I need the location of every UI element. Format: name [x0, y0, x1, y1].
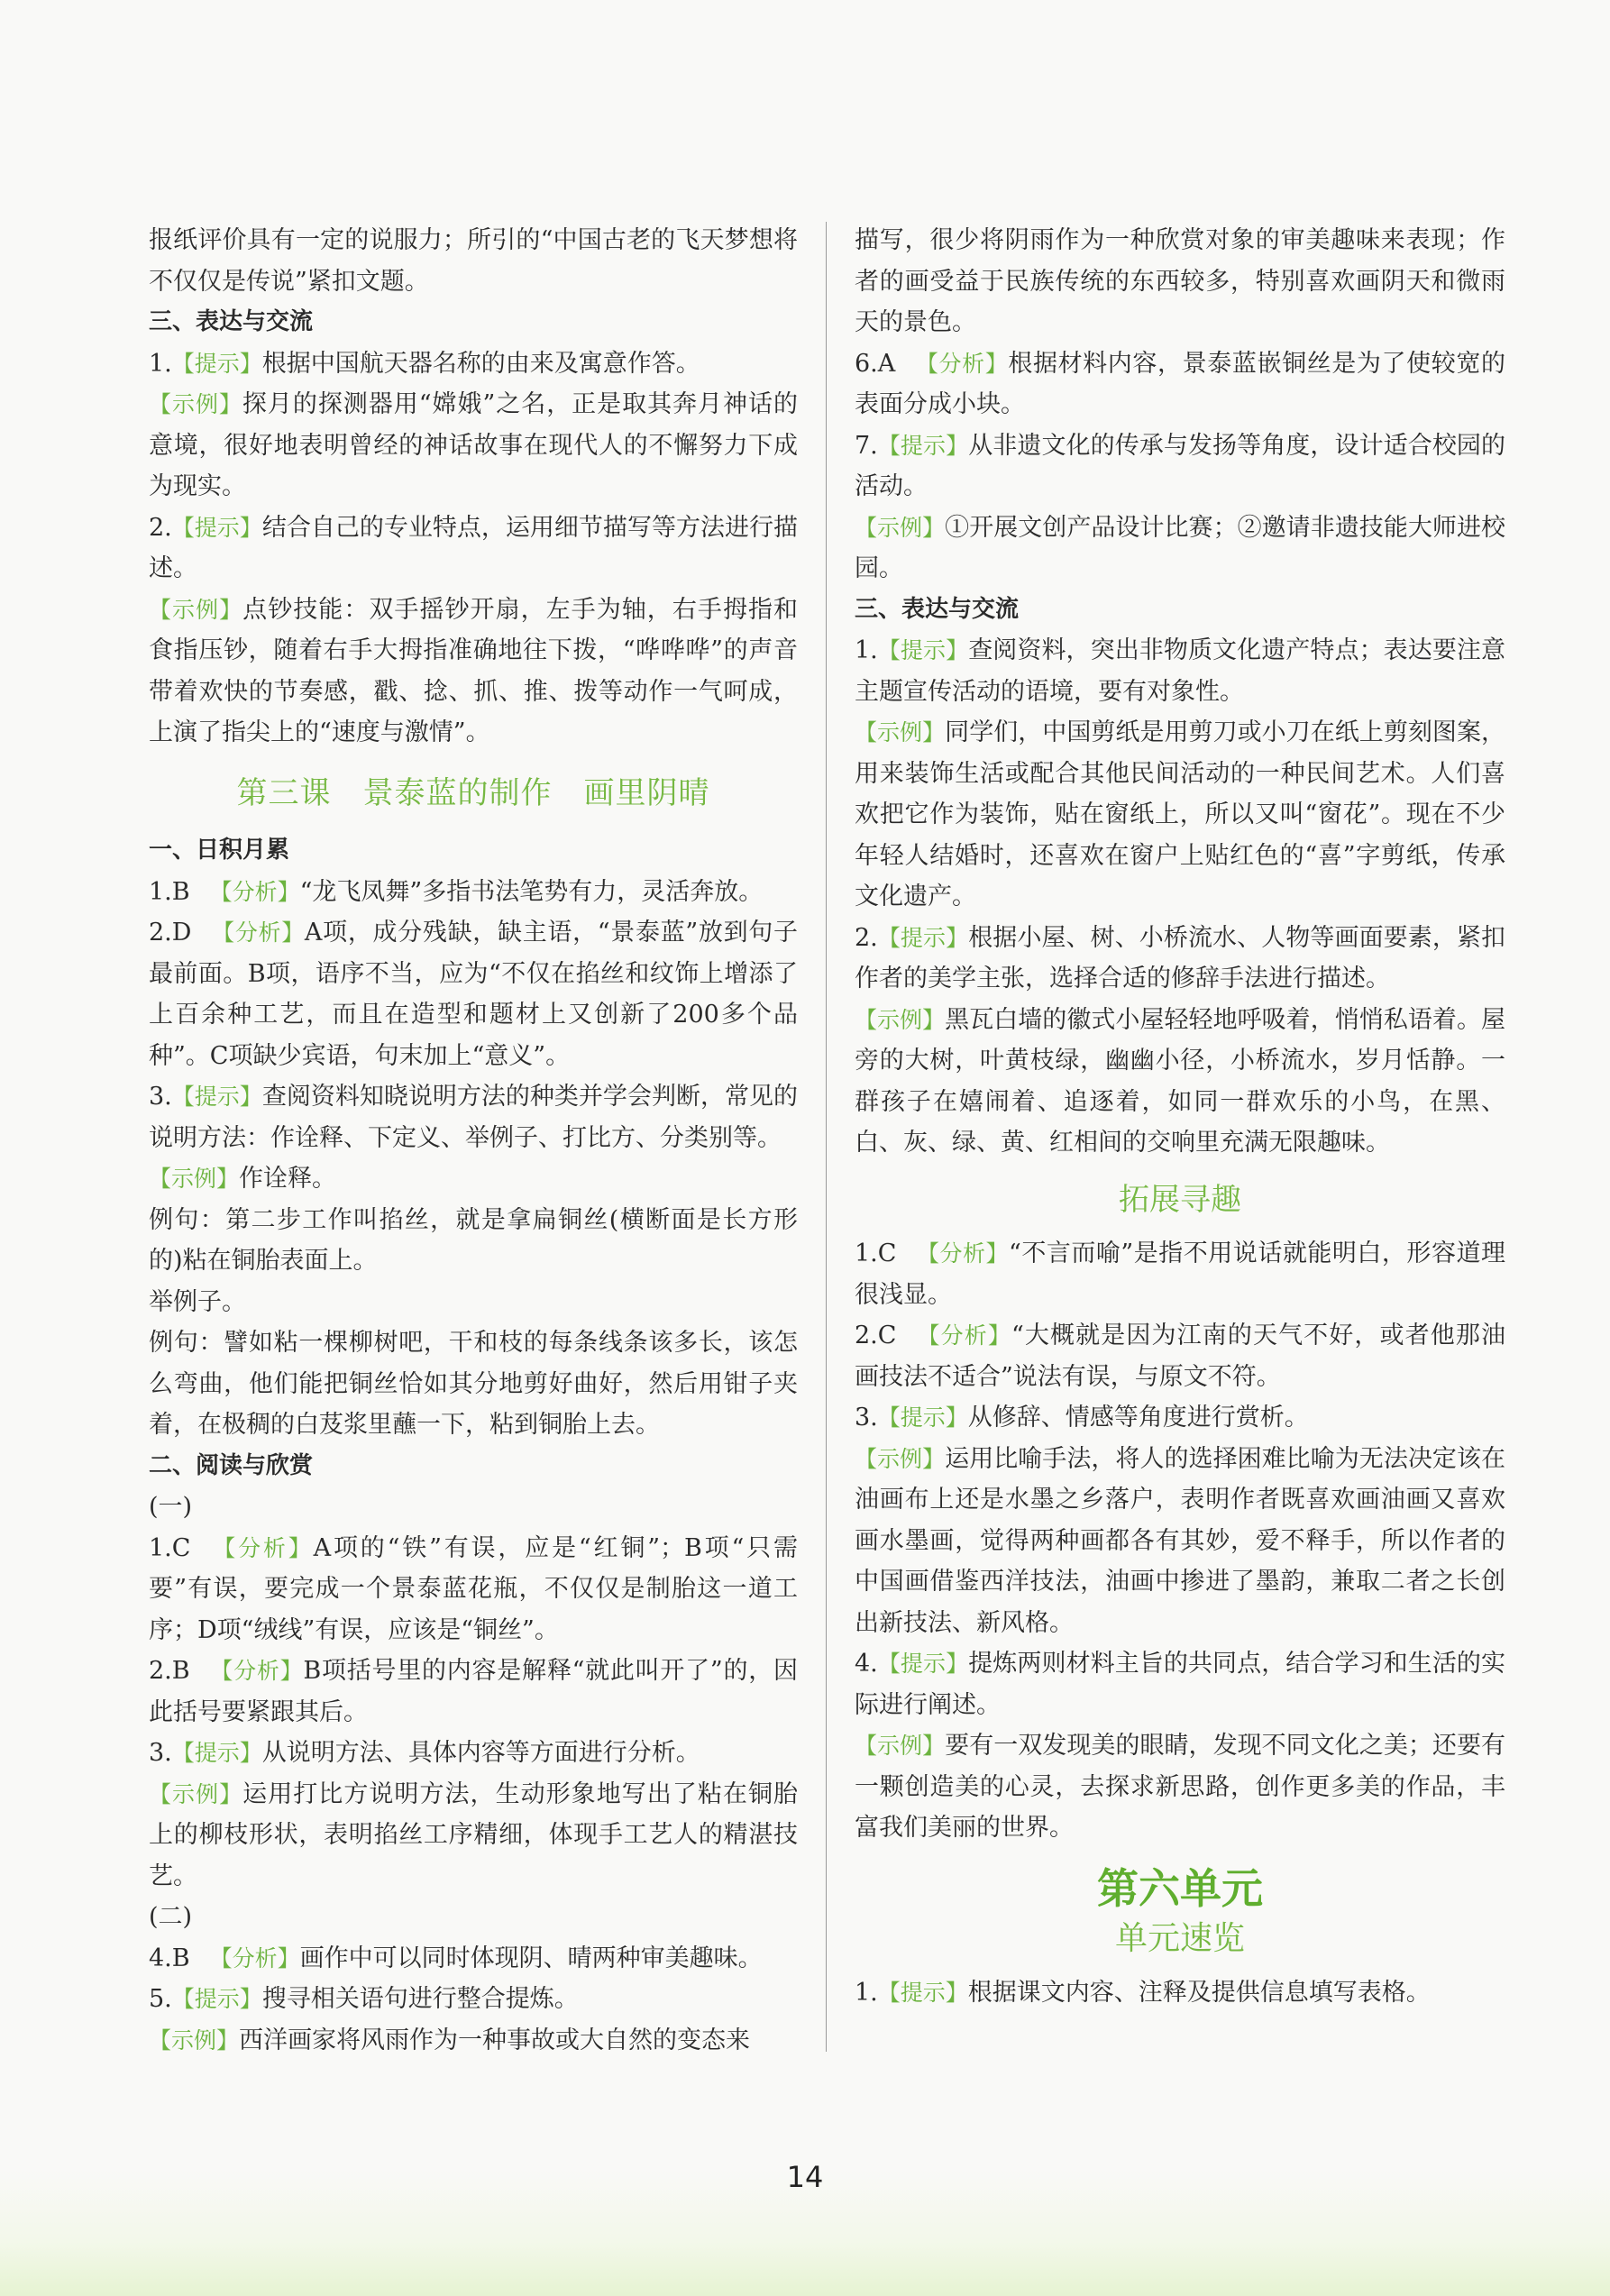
hint-tag: 【提示】	[171, 1740, 262, 1766]
example-tag: 【示例】	[855, 719, 946, 746]
analysis-tag: 【分析】	[916, 1240, 1010, 1267]
section-heading: 三、表达与交流	[149, 308, 314, 335]
answer-item: 3.【提示】从说明方法、具体内容等方面进行分析。	[149, 1739, 700, 1767]
answer-item: 6.A 【分析】根据材料内容，景泰蓝嵌铜丝是为了使较宽的表面分成小块。	[855, 349, 1505, 418]
unit-subtitle: 单元速览	[1114, 1920, 1245, 1957]
answer-example: 【示例】探月的探测器用“嫦娥”之名，正是取其奔月神话的意境，很好地表明曾经的神话故事在现代人的不懈努力下成为现实。	[149, 390, 798, 500]
paragraph: 报纸评价具有一定的说服力；所引的“中国古老的飞天梦想将不仅仅是传说”紧扣文题。	[149, 226, 798, 296]
answer-item: 1.B 【分析】“龙飞凤舞”多指书法笔势有力，灵活奔放。	[149, 877, 764, 906]
hint-tag: 【提示】	[171, 514, 262, 541]
example-tag: 【示例】	[855, 1733, 946, 1759]
answer-item: 3.【提示】查阅资料知晓说明方法的种类并学会判断，常见的说明方法：作诠释、下定义、举例子、打比方、分类别等。	[149, 1083, 798, 1152]
analysis-tag: 【分析】	[209, 878, 300, 905]
hint-tag: 【提示】	[877, 1404, 968, 1431]
paragraph: 例句：第二步工作叫掐丝，就是拿扁铜丝(横断面是长方形的)粘在铜胎表面上。	[149, 1205, 798, 1275]
example-tag: 【示例】	[149, 1166, 240, 1192]
analysis-tag: 【分析】	[209, 1658, 304, 1684]
answer-example: 【示例】作诠释。	[149, 1165, 337, 1193]
hint-tag: 【提示】	[171, 350, 262, 377]
answer-item: 4.【提示】提炼两则材料主旨的共同点，结合学习和生活的实际进行阐述。	[855, 1650, 1505, 1719]
example-tag: 【示例】	[149, 2026, 240, 2054]
answer-item: 1.C 【分析】A项的“铁”有误，应是“红铜”；B项“只需要”有误，要完成一个景泰蓝花瓶，不仅仅是制胎这一道工序；D项“绒线”有误，应该是“铜丝”。	[149, 1533, 798, 1644]
subsection-label: (二)	[149, 1903, 193, 1931]
answer-example: 【示例】运用打比方说明方法，生动形象地写出了粘在铜胎上的柳枝形状，表明掐丝工序精细，体现手工艺人的精湛技艺。	[149, 1779, 798, 1890]
hint-tag: 【提示】	[877, 924, 969, 951]
analysis-tag: 【分析】	[916, 1322, 1011, 1349]
answer-example: 【示例】西洋画家将风雨作为一种事故或大自然的变态来	[149, 2026, 751, 2054]
answer-item: 2.【提示】根据小屋、树、小桥流水、人物等画面要素，紧扣作者的美学主张，选择合适的修辞手法进行描述。	[855, 923, 1505, 992]
subsection-label: (一)	[149, 1493, 193, 1521]
answer-item: 1.【提示】根据中国航天器名称的由来及寓意作答。	[149, 349, 700, 378]
analysis-tag: 【分析】	[915, 350, 1009, 377]
hint-tag: 【提示】	[877, 1651, 969, 1677]
answer-item: 1.C 【分析】“不言而喻”是指不用说话就能明白，形容道理很浅显。	[855, 1239, 1505, 1309]
paragraph: 例句：譬如粘一棵柳树吧，干和枝的每条线条该多长，该怎么弯曲，他们能把铜丝恰如其分地剪好曲好，然后用钳子夹着，在极稠的白芨浆里蘸一下，粘到铜胎上去。	[149, 1329, 798, 1439]
answer-example: 【示例】①开展文创产品设计比赛；②邀请非遗技能大师进校园。	[855, 513, 1505, 582]
example-tag: 【示例】	[855, 1445, 946, 1472]
column-divider	[826, 222, 827, 2052]
answer-item: 2.B 【分析】B项括号里的内容是解释“就此叫开了”的，因此括号要紧跟其后。	[149, 1657, 798, 1726]
section-heading: 三、表达与交流	[855, 595, 1020, 623]
example-tag: 【示例】	[149, 1780, 243, 1807]
paragraph: 举例子。	[149, 1287, 246, 1316]
analysis-tag: 【分析】	[211, 919, 305, 946]
example-tag: 【示例】	[855, 514, 946, 541]
answer-item: 1.【提示】根据课文内容、注释及提供信息填写表格。	[855, 1978, 1431, 2007]
answer-example: 【示例】要有一双发现美的眼睛，发现不同文化之美；还要有一颗创造美的心灵，去探求新思路，创作更多美的作品，丰富我们美丽的世界。	[855, 1732, 1505, 1842]
hint-tag: 【提示】	[171, 1986, 262, 2012]
answer-item: 1.【提示】查阅资料，突出非物质文化遗产特点；表达要注意主题宣传活动的语境，要有对象性。	[855, 636, 1505, 706]
hint-tag: 【提示】	[171, 1084, 262, 1110]
answer-item: 3.【提示】从修辞、情感等角度进行赏析。	[855, 1404, 1309, 1432]
lesson-title: 第三课 景泰蓝的制作 画里阴晴	[236, 774, 710, 811]
hint-tag: 【提示】	[877, 1979, 968, 2006]
page-number: 14	[786, 2160, 824, 2194]
example-tag: 【示例】	[855, 1006, 946, 1033]
left-column	[149, 220, 798, 2061]
example-tag: 【示例】	[149, 596, 243, 623]
answer-item: 2.C 【分析】“大概就是因为江南的天气不好，或者他那油画技法不适合”说法有误，与原文不符。	[855, 1322, 1505, 1391]
answer-example: 【示例】黑瓦白墙的徽式小屋轻轻地呼吸着，悄悄私语着。屋旁的大树，叶黄枝绿，幽幽小径，小桥流水，岁月恬静。一群孩子在嬉闹着、追逐着，如同一群欢乐的小鸟，在黑、白、灰、绿、黄、红相间的交响里充满无限趣味。	[855, 1005, 1505, 1157]
answer-example: 【示例】同学们，中国剪纸是用剪刀或小刀在纸上剪刻图案，用来装饰生活或配合其他民间活动的一种民间艺术。人们喜欢把它作为装饰，贴在窗纸上，所以又叫“窗花”。现在不少年轻人结婚时，还喜欢在窗户上贴红色的“喜”字剪纸，传承文化遗产。	[855, 718, 1505, 910]
hint-tag: 【提示】	[877, 432, 969, 459]
answer-example: 【示例】点钞技能：双手摇钞开扇，左手为轴，右手拇指和食指压钞，随着右手大拇指准确地往下拨，“哗哗哗”的声音带着欢快的节奏感，戳、捻、抓、推、拨等动作一气呵成，上演了指尖上的“速度与激情”。	[149, 595, 798, 746]
unit-title: 第六单元	[1097, 1863, 1263, 1913]
analysis-tag: 【分析】	[209, 1944, 300, 1971]
answer-item: 2.D 【分析】A项，成分残缺，缺主语，“景泰蓝”放到句子最前面。B项，语序不当，应为“不仅在掐丝和纹饰上增添了上百余种工艺，而且在造型和题材上又创新了200多个品种”。C项缺少宾语，句末加上“意义”。	[149, 919, 798, 1070]
answer-item: 4.B 【分析】画作中可以同时体现阴、晴两种审美趣味。	[149, 1944, 763, 1972]
answer-item: 5.【提示】搜寻相关语句进行整合提炼。	[149, 1985, 579, 2013]
analysis-tag: 【分析】	[210, 1534, 314, 1561]
section-title-expand: 拓展寻趣	[1119, 1181, 1241, 1218]
answer-item: 2.【提示】结合自己的专业特点，运用细节描写等方法进行描述。	[149, 513, 798, 582]
section-heading: 二、阅读与欣赏	[149, 1451, 314, 1479]
right-column	[855, 220, 1505, 2013]
paragraph: 描写，很少将阴雨作为一种欣赏对象的审美趣味来表现；作者的画受益于民族传统的东西较多，特别喜欢画阴天和微雨天的景色。	[855, 226, 1505, 336]
example-tag: 【示例】	[149, 391, 242, 417]
answer-item: 7.【提示】从非遗文化的传承与发扬等角度，设计适合校园的活动。	[855, 431, 1505, 500]
hint-tag: 【提示】	[877, 637, 969, 663]
section-heading: 一、日积月累	[149, 837, 290, 864]
answer-example: 【示例】运用比喻手法，将人的选择困难比喻为无法决定该在油画布上还是水墨之乡落户，表明作者既喜欢画油画又喜欢画水墨画，觉得两种画都各有其妙，爱不释手，所以作者的中国画借鉴西洋技法，油画中掺进了墨韵，兼取二者之长创出新技法、新风格。	[855, 1444, 1505, 1637]
